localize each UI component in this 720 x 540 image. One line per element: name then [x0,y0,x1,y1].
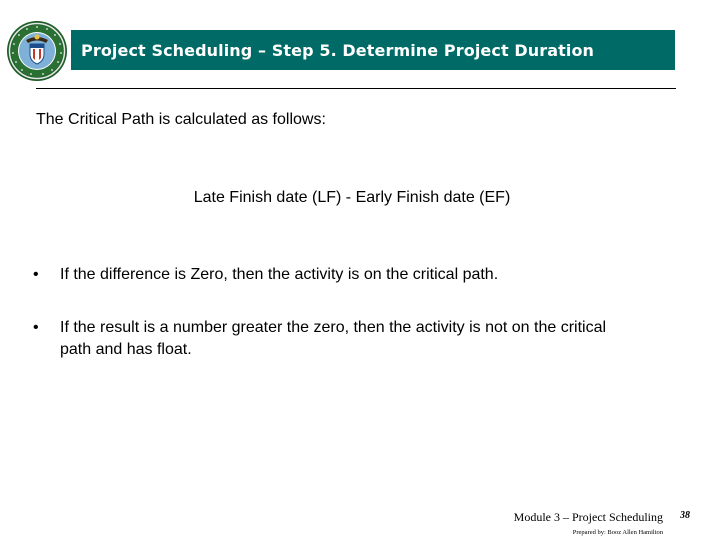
footer-prepared-by: Prepared by: Booz Allen Hamilton [572,529,663,536]
list-item [33,317,630,361]
intro-text: The Critical Path is calculated as follows: [36,111,326,128]
bullet-marker: • [33,319,39,336]
bullet-text: If the result is a number greater the zero, then the activity is not on the critical path and has float. [60,319,607,358]
page-number: 38 [680,510,690,521]
list-item [33,264,630,286]
divider [36,88,676,89]
page-title: Project Scheduling – Step 5. Determine Project Duration [81,40,595,60]
bullet-text: If the difference is Zero, then the activity is on the critical path. [60,266,499,283]
title-bar [71,30,675,70]
bullet-marker: • [33,266,39,283]
seal-icon [6,20,68,82]
footer-module: Module 3 – Project Scheduling [513,510,663,524]
formula-text: Late Finish date (LF) - Early Finish date (EF) [193,189,511,206]
